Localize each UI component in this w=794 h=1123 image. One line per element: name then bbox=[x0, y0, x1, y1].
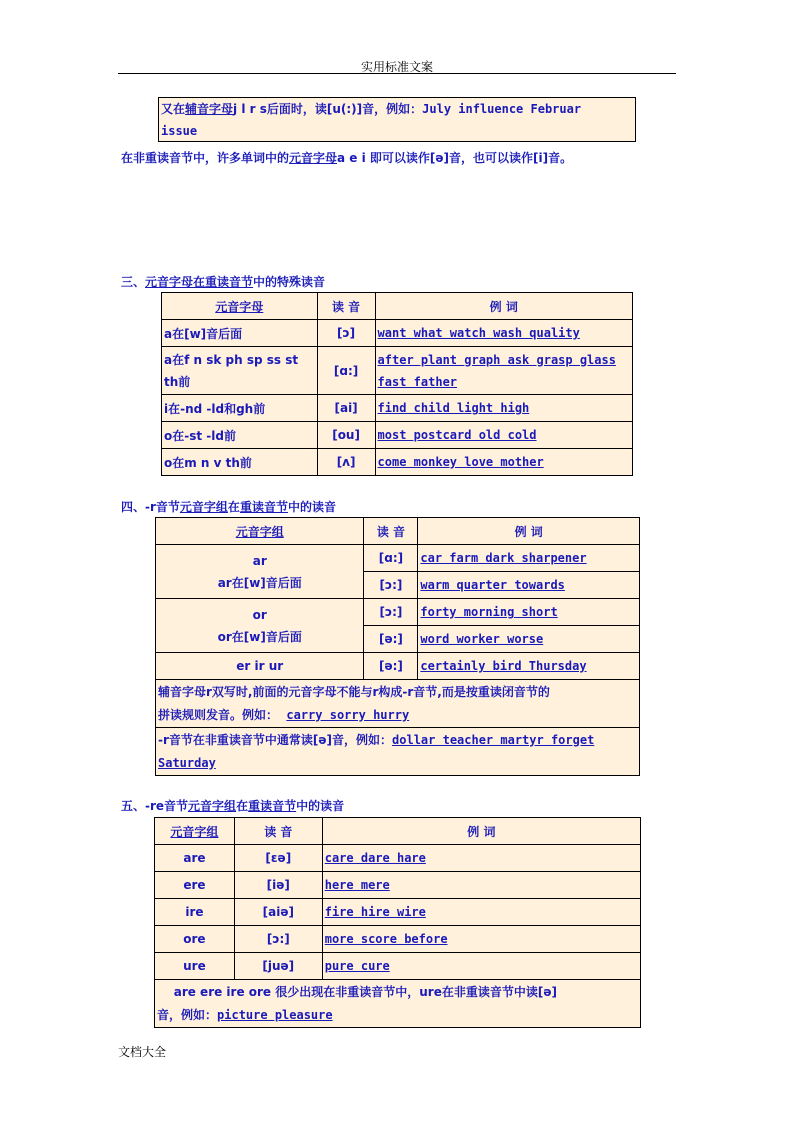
note-rest: a e i 即可以读作[ə]音，也可以读作[i]音。 bbox=[337, 151, 573, 165]
group-cell: er ir ur bbox=[156, 653, 364, 680]
header-cell: 元音字组 bbox=[155, 818, 235, 845]
examples-cell: after plant graph ask grasp glass fast father bbox=[375, 347, 632, 395]
table-row bbox=[162, 422, 633, 449]
sound-cell: [ɑ:] bbox=[364, 545, 418, 572]
intro-line-2: issue bbox=[161, 124, 198, 138]
examples-cell: here mere bbox=[322, 872, 640, 899]
examples-cell: more score before bbox=[322, 926, 640, 953]
page-header: 实用标准文案 bbox=[360, 60, 433, 74]
section5-title-link[interactable]: 元音字组 bbox=[188, 799, 237, 813]
examples-cell: car farm dark sharpener bbox=[418, 545, 640, 572]
header-cell: 例 词 bbox=[418, 518, 640, 545]
table-header-row bbox=[155, 818, 641, 845]
intro-words: July influence Februar bbox=[422, 102, 582, 116]
section4-title-rest: 中的读音 bbox=[287, 500, 336, 514]
section3-title-prefix: 三、 bbox=[121, 275, 146, 289]
examples-cell: certainly bird Thursday bbox=[418, 653, 640, 680]
letter-cell: o在m n v th前 bbox=[162, 449, 318, 476]
group-cell: ere bbox=[155, 872, 235, 899]
table-header-row bbox=[162, 293, 633, 320]
examples-cell: come monkey love mother bbox=[375, 449, 632, 476]
table-row bbox=[162, 395, 633, 422]
section5-table bbox=[154, 817, 641, 1028]
table-note-row bbox=[156, 728, 640, 776]
section5-title-prefix: 五、-re音节 bbox=[121, 799, 189, 813]
section3-title bbox=[121, 273, 325, 290]
section5-title-link[interactable]: 重读音节 bbox=[248, 799, 297, 813]
section4-title-mid: 在 bbox=[227, 500, 240, 514]
header-rule bbox=[118, 73, 676, 74]
note-cell: 辅音字母r双写时,前面的元音字母不能与r构成-r音节,而是按重读闭音节的 拼读规则发音。例如： carry sorry hurry bbox=[156, 680, 640, 728]
sound-cell: [ɑ:] bbox=[317, 347, 375, 395]
header-cell: 元音字母 bbox=[162, 293, 318, 320]
table-header-row bbox=[156, 518, 640, 545]
intro-line-1 bbox=[161, 98, 633, 120]
sound-cell: [iə] bbox=[234, 872, 322, 899]
examples-cell: most postcard old cold bbox=[375, 422, 632, 449]
examples-cell: find child light high bbox=[375, 395, 632, 422]
note-cell: are ere ire ore 很少出现在非重读音节中，ure在非重读音节中读[ə] 音，例如：picture pleasure bbox=[155, 980, 641, 1028]
sound-cell: [juə] bbox=[234, 953, 322, 980]
intro-box bbox=[158, 97, 636, 142]
sound-cell: [εə] bbox=[234, 845, 322, 872]
section3-title-rest: 中的特殊读音 bbox=[253, 275, 326, 289]
note-cell: -r音节在非重读音节中通常读[ə]音，例如：dollar teacher martyr forget Saturday bbox=[156, 728, 640, 776]
section3-title-link[interactable]: 元音字母在重读音节 bbox=[145, 275, 254, 289]
sound-cell: [aiə] bbox=[234, 899, 322, 926]
examples-cell: care dare hare bbox=[322, 845, 640, 872]
table-row bbox=[156, 545, 640, 572]
table-row bbox=[162, 347, 633, 395]
page-footer: 文档大全 bbox=[118, 1045, 167, 1059]
group-cell: or or在[w]音后面 bbox=[156, 599, 364, 653]
examples-cell: forty morning short bbox=[418, 599, 640, 626]
letter-cell: a在f n sk ph sp ss st th前 bbox=[162, 347, 318, 395]
table-note-row bbox=[155, 980, 641, 1028]
section4-title-link[interactable]: 元音字组 bbox=[179, 500, 228, 514]
header-cell: 例 词 bbox=[322, 818, 640, 845]
table-row bbox=[155, 872, 641, 899]
note-prefix: 在非重读音节中，许多单词中的 bbox=[121, 151, 290, 165]
sound-cell: [ə:] bbox=[364, 626, 418, 653]
sound-cell: [ai] bbox=[317, 395, 375, 422]
table-row bbox=[162, 320, 633, 347]
sound-cell: [ɔ:] bbox=[364, 572, 418, 599]
examples-cell: fire hire wire bbox=[322, 899, 640, 926]
table-row bbox=[156, 653, 640, 680]
sound-cell: [ɔ] bbox=[317, 320, 375, 347]
header-cell: 读 音 bbox=[234, 818, 322, 845]
sound-cell: [ɔ:] bbox=[234, 926, 322, 953]
section5-title-mid: 在 bbox=[236, 799, 249, 813]
table-row bbox=[156, 599, 640, 626]
examples-cell: pure cure bbox=[322, 953, 640, 980]
sound-cell: [ou] bbox=[317, 422, 375, 449]
sound-cell: [ɔ:] bbox=[364, 599, 418, 626]
intro-rest: j l r s后面时，读[u(:)]音，例如： bbox=[233, 102, 423, 116]
section5-title bbox=[121, 797, 344, 814]
group-cell: ure bbox=[155, 953, 235, 980]
table-row bbox=[155, 845, 641, 872]
header-cell: 例 词 bbox=[375, 293, 632, 320]
header-cell: 元音字组 bbox=[156, 518, 364, 545]
table-row bbox=[155, 953, 641, 980]
note-line bbox=[121, 149, 572, 166]
letter-cell: o在-st -ld前 bbox=[162, 422, 318, 449]
table-row bbox=[155, 926, 641, 953]
letter-cell: a在[w]音后面 bbox=[162, 320, 318, 347]
table-note-row bbox=[156, 680, 640, 728]
table-row bbox=[155, 899, 641, 926]
section3-table bbox=[161, 292, 633, 476]
letter-cell: i在-nd -ld和gh前 bbox=[162, 395, 318, 422]
table-row bbox=[162, 449, 633, 476]
group-cell: ire bbox=[155, 899, 235, 926]
group-cell: are bbox=[155, 845, 235, 872]
header-cell: 读 音 bbox=[317, 293, 375, 320]
intro-link[interactable]: 辅音字母 bbox=[185, 102, 234, 116]
section4-title bbox=[121, 498, 336, 515]
examples-cell: want what watch wash quality bbox=[375, 320, 632, 347]
section5-title-rest: 中的读音 bbox=[296, 799, 345, 813]
header-cell: 读 音 bbox=[364, 518, 418, 545]
section4-table bbox=[155, 517, 640, 776]
examples-cell: word worker worse bbox=[418, 626, 640, 653]
examples-cell: warm quarter towards bbox=[418, 572, 640, 599]
group-cell: ar ar在[w]音后面 bbox=[156, 545, 364, 599]
intro-prefix: 又在 bbox=[161, 102, 186, 116]
section4-title-prefix: 四、-r音节 bbox=[121, 500, 180, 514]
section4-title-link[interactable]: 重读音节 bbox=[239, 500, 288, 514]
group-cell: ore bbox=[155, 926, 235, 953]
sound-cell: [ə:] bbox=[364, 653, 418, 680]
sound-cell: [ʌ] bbox=[317, 449, 375, 476]
note-link[interactable]: 元音字母 bbox=[289, 151, 338, 165]
